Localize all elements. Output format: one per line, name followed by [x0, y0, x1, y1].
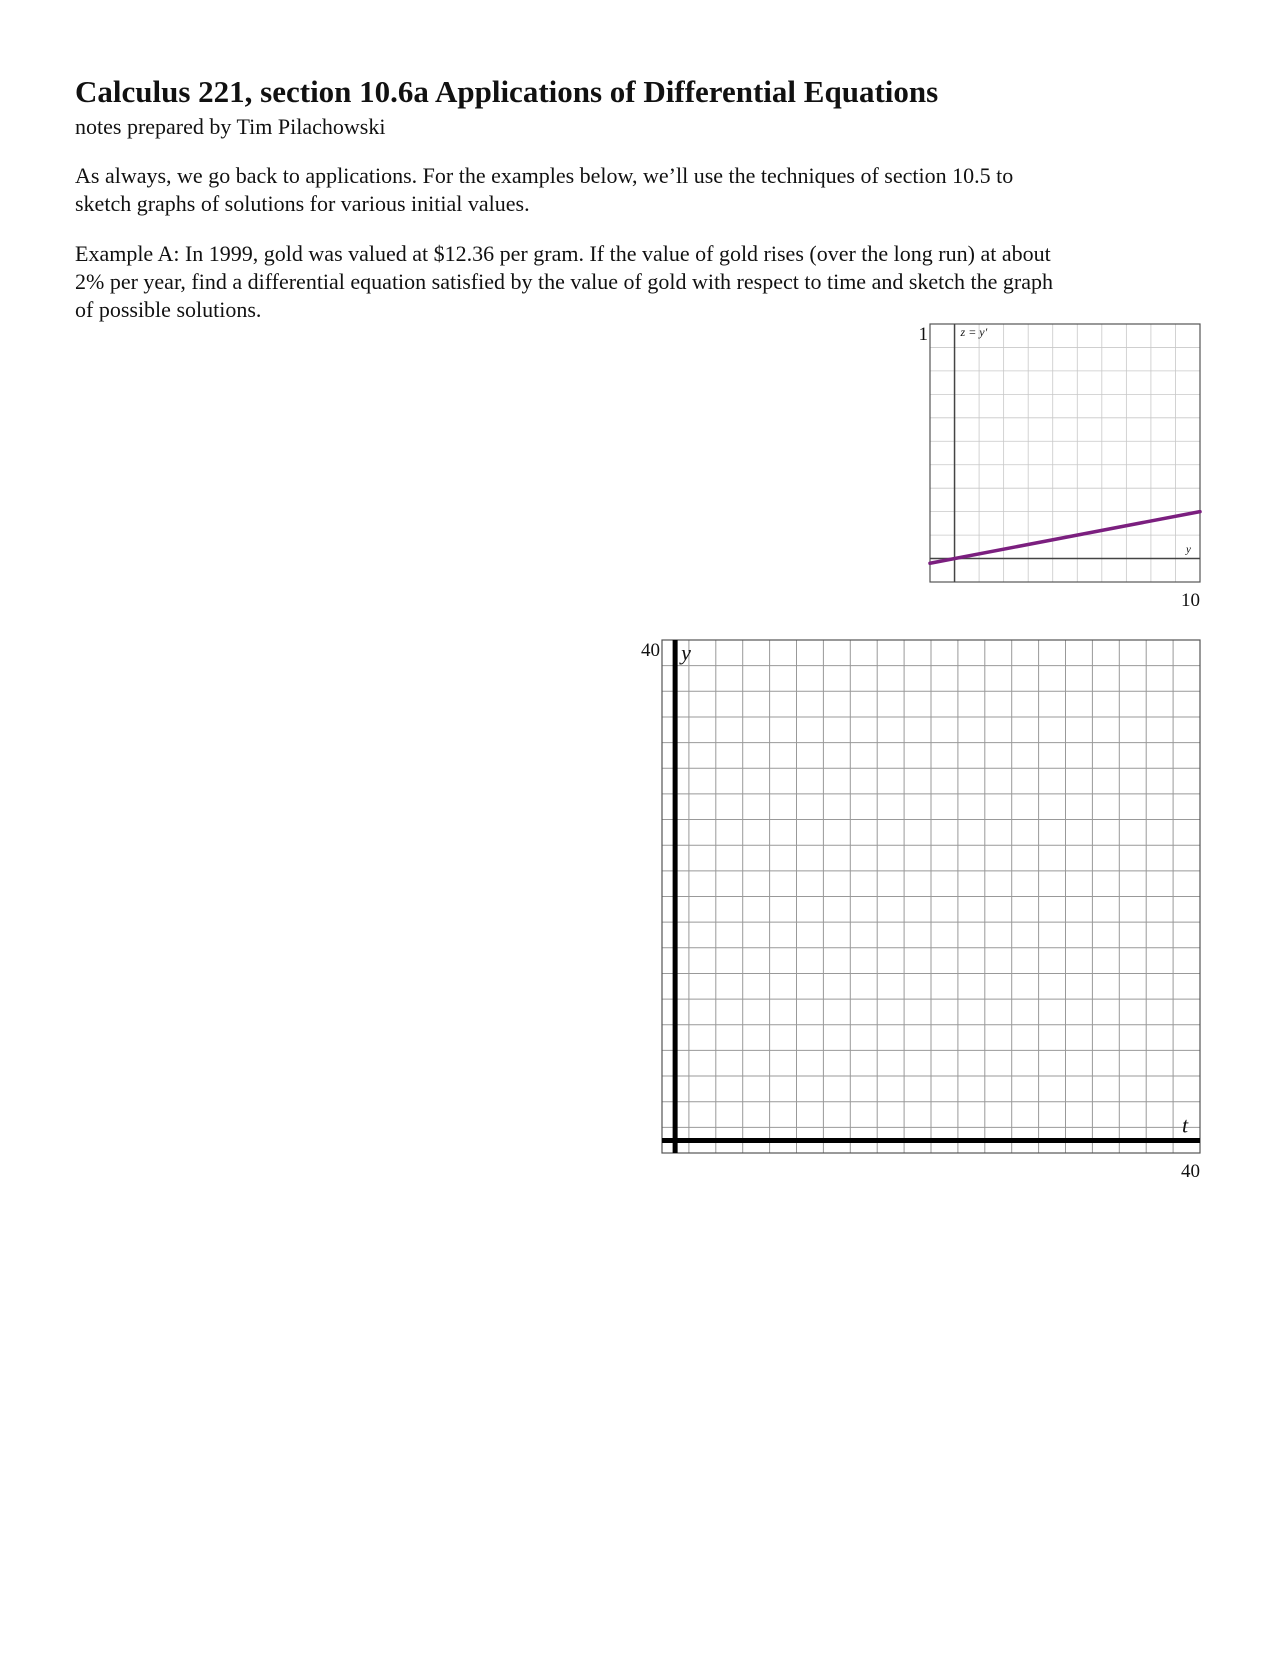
y-max-tick-label: 1 — [918, 324, 928, 345]
example-line: 2% per year, find a differential equation satisfied by the value of gold with respect to time and sketch the graph — [75, 269, 1054, 294]
x-max-tick-label: 40 — [1181, 1161, 1200, 1182]
example-line: Example A: In 1999, gold was valued at $12.36 per gram. If the value of gold rises (over the long run) at about — [75, 241, 1051, 266]
x-max-tick-label: 10 — [1181, 590, 1200, 611]
x-axis-label: t — [1182, 1112, 1189, 1138]
intro-line: As always, we go back to applications. For the examples below, we’ll use the techniques of section 10.5 to — [75, 163, 1014, 188]
y-axis-label: y — [681, 640, 691, 665]
page-title: Calculus 221, section 10.6a Applications of Differential Equations — [75, 74, 939, 109]
author-note: notes prepared by Tim Pilachowski — [75, 114, 386, 139]
chart-1 — [919, 324, 1201, 611]
intro-line: sketch graphs of solutions for various initial values. — [75, 191, 530, 216]
chart-2 — [641, 640, 1200, 1182]
plot-frame — [930, 324, 1200, 582]
y-max-tick-label: 40 — [641, 640, 660, 661]
solution-curve — [930, 512, 1200, 564]
x-axis-label: y — [1186, 543, 1191, 556]
example-line: of possible solutions. — [75, 297, 262, 322]
y-axis-label: z = y′ — [960, 325, 988, 339]
